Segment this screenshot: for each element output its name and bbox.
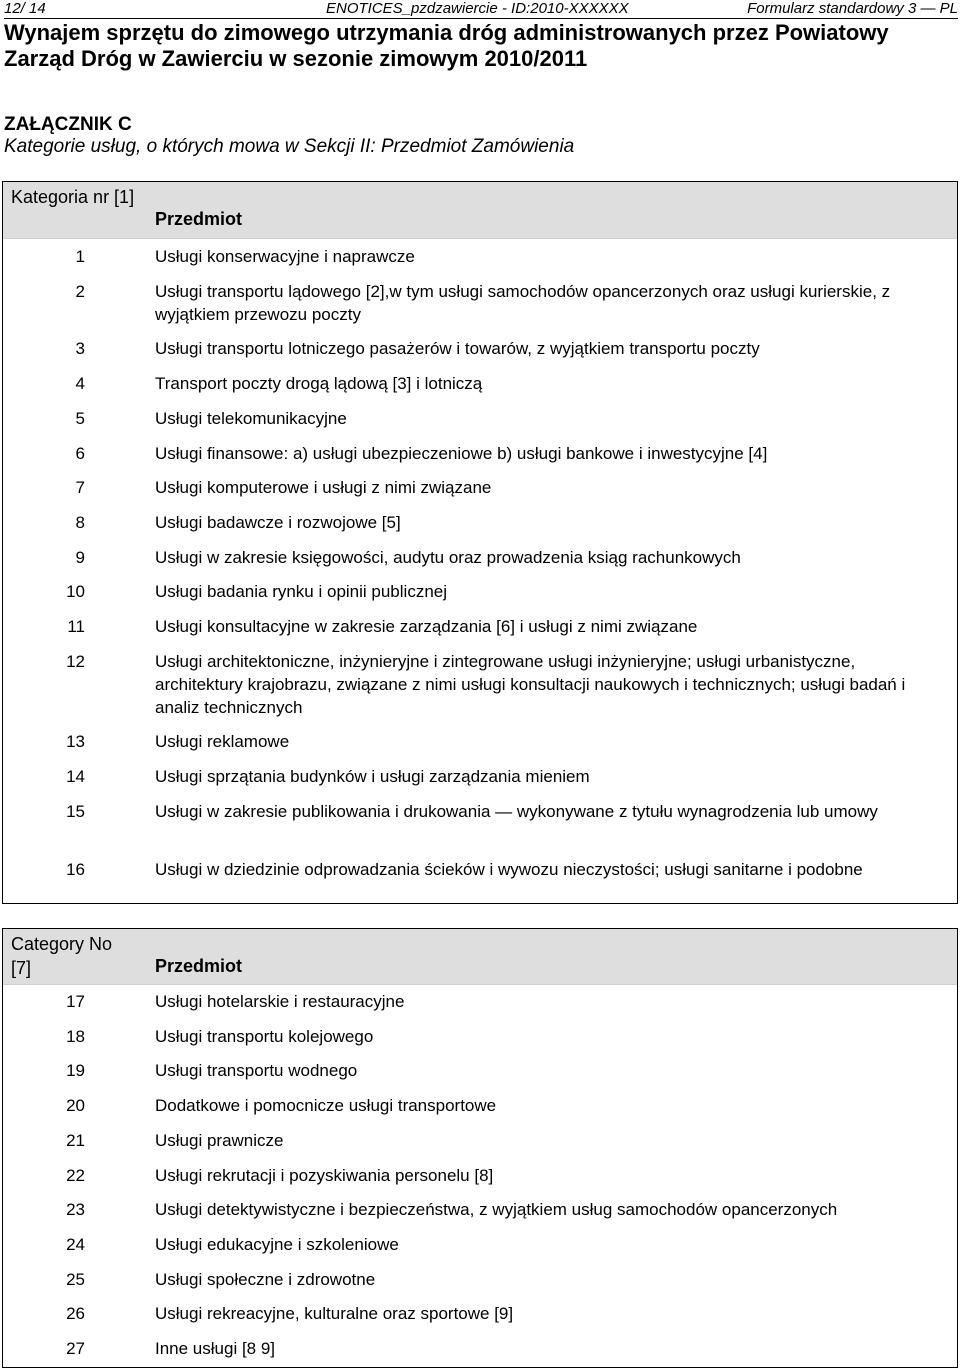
category-description: Usługi komputerowe i usługi z nimi związane (155, 478, 492, 498)
category-description: Usługi edukacyjne i szkoleniowe (155, 1234, 399, 1254)
category-number: 19 (66, 1061, 85, 1081)
page-number: 12/ 14 (4, 0, 46, 17)
category-description: Usługi transportu lądowego [2],w tym usługi samochodów opancerzonych oraz usługi kurierskie, z wyjątkiem przewozu poczty (155, 281, 891, 324)
annex-subtitle: Kategorie usług, o których mowa w Sekcji II: Przedmiot Zamówienia (4, 136, 575, 157)
category-number: 27 (66, 1339, 85, 1358)
category-number: 14 (66, 767, 85, 787)
header-divider (4, 18, 958, 19)
category-number: 8 (75, 512, 85, 532)
category-description: Usługi konserwacyjne i naprawcze (155, 247, 415, 266)
category-description: Usługi społeczne i zdrowotne (155, 1269, 376, 1289)
category-number: 7 (75, 478, 85, 498)
category-description: Usługi transportu lotniczego pasażerów i towarów, z wyjątkiem transportu poczty (155, 339, 760, 359)
category-description: Inne usługi [8 9] (155, 1339, 276, 1358)
category-description: Usługi transportu wodnego (155, 1061, 358, 1081)
category-number: 10 (66, 582, 85, 602)
form-name: Formularz standardowy 3 — PL (747, 0, 958, 17)
category-description: Usługi rekreacyjne, kulturalne oraz sportowe [9] (155, 1304, 514, 1324)
document-title: Wynajem sprzętu do zimowego utrzymania dróg administrowanych przez Powiatowy Zarząd Dróg w Zawierciu w sezonie zimowym 2010/2011 (4, 20, 889, 71)
column-header-subject: Przedmiot (155, 956, 243, 976)
category-number: 2 (75, 281, 85, 301)
category-number: 11 (67, 617, 85, 636)
category-description: Usługi badawcze i rozwojowe [5] (155, 512, 401, 532)
category-number: 3 (75, 339, 85, 359)
category-number: 15 (66, 801, 85, 821)
category-number: 5 (75, 408, 85, 428)
category-description: Usługi transportu kolejowego (155, 1026, 374, 1046)
running-header (4, 0, 958, 17)
table-header (3, 929, 957, 985)
category-description: Usługi w dziedzinie odprowadzania ścieków i wywozu nieczystości; usługi sanitarne i podobne (155, 859, 863, 879)
category-number: 1 (75, 247, 85, 266)
category-description: Dodatkowe i pomocnicze usługi transportowe (155, 1096, 497, 1116)
category-description: Usługi hotelarskie i restauracyjne (155, 992, 405, 1011)
column-header-subject: Przedmiot (155, 209, 243, 229)
category-number: 4 (75, 374, 85, 394)
table-header (3, 182, 957, 239)
category-description: Usługi w zakresie publikowania i drukowania — wykonywane z tytułu wynagrodzenia lub umowy (155, 801, 878, 821)
category-number: 22 (66, 1165, 85, 1185)
category-number: 20 (66, 1096, 85, 1116)
annex-title: ZAŁĄCZNIK C (4, 114, 132, 135)
category-description: Transport poczty drogą lądową [3] i lotniczą (155, 374, 483, 394)
category-description: Usługi finansowe: a) usługi ubezpieczeniowe b) usługi bankowe i inwestycyjne [4] (155, 443, 768, 463)
category-number: 17 (66, 992, 85, 1011)
category-description: Usługi telekomunikacyjne (155, 408, 347, 428)
column-header-category-number: Category No [7] (11, 934, 113, 978)
category-description: Usługi w zakresie księgowości, audytu oraz prowadzenia ksiąg rachunkowych (155, 547, 741, 567)
category-description: Usługi konsultacyjne w zakresie zarządzania [6] i usługi z nimi związane (155, 617, 698, 636)
category-description: Usługi reklamowe (155, 732, 290, 752)
category-number: 23 (66, 1200, 85, 1220)
category-number: 9 (75, 547, 85, 567)
category-description: Usługi architektoniczne, inżynieryjne i zintegrowane usługi inżynieryjne; usługi urbanistyczne, architektury krajobrazu, związane z nimi usługi konsultacji naukowych i technicznych; usługi badań i analiz technicznych (155, 651, 906, 717)
category-number: 21 (66, 1130, 85, 1150)
category-table-2 (2, 928, 958, 1368)
category-description: Usługi badania rynku i opinii publicznej (155, 582, 448, 602)
category-number: 6 (75, 443, 85, 463)
category-number: 26 (66, 1304, 85, 1324)
document-id: ENOTICES_pzdzawiercie - ID:2010-XXXXXX (326, 0, 629, 17)
category-description: Usługi detektywistyczne i bezpieczeństwa, z wyjątkiem usług samochodów opancerzonych (155, 1200, 838, 1220)
category-number: 12 (66, 651, 85, 671)
category-description: Usługi rekrutacji i pozyskiwania personelu [8] (155, 1165, 494, 1185)
category-table-1 (2, 181, 958, 904)
category-number: 25 (66, 1269, 85, 1289)
category-description: Usługi sprzątania budynków i usługi zarządzania mieniem (155, 767, 590, 787)
category-number: 16 (66, 859, 85, 879)
category-number: 24 (66, 1234, 85, 1254)
category-number: 18 (66, 1026, 85, 1046)
category-description: Usługi prawnicze (155, 1130, 284, 1150)
category-number: 13 (66, 732, 85, 752)
column-header-category-number: Kategoria nr [1] (11, 187, 135, 207)
